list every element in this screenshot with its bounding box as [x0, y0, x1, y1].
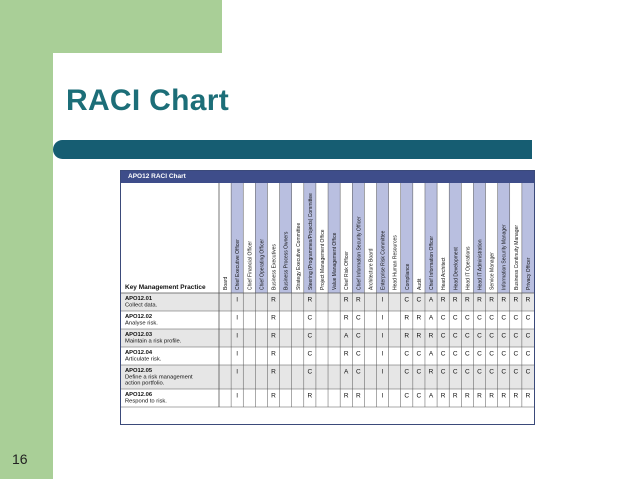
raci-cell-value: R [477, 392, 482, 400]
raci-cell-value: R [307, 296, 313, 304]
raci-cell-value: A [344, 332, 349, 340]
raci-cell-value: C [501, 314, 507, 322]
practice-code: APO12.03 [125, 332, 153, 338]
role-label: Board [223, 276, 230, 290]
raci-cell-value: A [428, 296, 434, 304]
raci-cell-value: C [355, 314, 361, 322]
practice-description: Articulate risk. [125, 356, 162, 363]
raci-cell-value: R [271, 350, 276, 358]
raci-table [120, 170, 535, 425]
raci-cell-value: C [513, 368, 519, 376]
raci-cell-value: I [236, 392, 239, 400]
role-label: Head IT Administration [477, 239, 484, 290]
role-label: Project Management Office [319, 229, 326, 290]
raci-cell-value: C [465, 332, 470, 340]
role-label: Information Security Manager [501, 224, 508, 290]
raci-cell-value: R [416, 332, 422, 340]
raci-grid [121, 171, 534, 424]
raci-cell-value: I [236, 350, 239, 358]
role-label: Head Human Resources [392, 235, 399, 290]
raci-cell-value: A [428, 314, 434, 322]
raci-cell-value: C [452, 350, 458, 358]
role-label: Business Process Owners [283, 231, 290, 290]
raci-cell-value: R [416, 314, 422, 322]
raci-cell-value: C [465, 368, 470, 376]
raci-cell-value: C [525, 368, 531, 376]
raci-cell-value: C [525, 332, 531, 340]
raci-cell-value: R [271, 314, 276, 322]
key-practice-header: Key Management Practice [125, 284, 206, 291]
raci-cell-value: A [344, 368, 349, 376]
role-label: Value Management Office [332, 232, 339, 290]
role-label: Chief Information Security Officer [356, 216, 363, 290]
raci-cell-value: C [416, 392, 422, 400]
raci-cell-value: C [465, 314, 470, 322]
raci-cell-value: R [355, 392, 361, 400]
raci-cell-value: C [489, 314, 494, 322]
raci-cell-value: C [452, 314, 458, 322]
raci-cell-value: C [477, 368, 482, 376]
raci-cell-value: R [465, 296, 470, 304]
raci-cell-value: R [343, 314, 349, 322]
role-label: Chief Financial Officer [247, 240, 254, 290]
practice-row-shade [121, 293, 534, 311]
raci-cell-value: I [381, 314, 384, 322]
role-label: Privacy Officer [525, 257, 532, 290]
raci-cell-value: C [307, 350, 313, 358]
raci-cell-value: C [440, 350, 446, 358]
role-label: Chief Risk Officer [344, 251, 351, 290]
raci-table-title: APO12 RACI Chart [121, 171, 534, 183]
raci-cell-value: C [525, 314, 531, 322]
raci-cell-value: R [525, 392, 531, 400]
role-label: Chief Information Officer [429, 235, 436, 290]
raci-cell-value: R [501, 392, 507, 400]
raci-cell-value: R [477, 296, 482, 304]
practice-description: Define a risk management [125, 374, 193, 381]
raci-cell-value: C [501, 332, 507, 340]
raci-cell-value: I [381, 368, 384, 376]
raci-cell-value: C [307, 332, 313, 340]
raci-cell-value: R [440, 296, 446, 304]
raci-cell-value: C [404, 392, 410, 400]
raci-cell-value: R [343, 296, 349, 304]
role-label: Enterprise Risk Committee [380, 230, 387, 290]
raci-cell-value: I [236, 368, 239, 376]
role-label: Chief Executive Officer [235, 239, 242, 290]
raci-cell-value: C [477, 350, 482, 358]
raci-cell-value: C [416, 368, 422, 376]
raci-cell-value: C [440, 332, 446, 340]
raci-cell-value: R [343, 350, 349, 358]
raci-cell-value: R [525, 296, 531, 304]
raci-cell-value: I [236, 314, 239, 322]
raci-cell-value: I [236, 332, 239, 340]
role-label: Head Architect [441, 257, 448, 290]
raci-cell-value: R [404, 332, 410, 340]
raci-cell-value: C [489, 368, 494, 376]
raci-cell-value: C [416, 350, 422, 358]
role-label: Head Development [453, 247, 460, 290]
practice-description: action portfolio. [125, 380, 165, 387]
raci-cell-value: R [428, 332, 434, 340]
raci-cell-value: R [513, 296, 519, 304]
raci-cell-value: C [489, 350, 494, 358]
raci-cell-value: R [465, 392, 470, 400]
practice-description: Analyse risk. [125, 320, 158, 327]
practice-code: APO12.04 [125, 350, 153, 356]
raci-cell-value: R [355, 296, 361, 304]
raci-cell-value: R [489, 392, 494, 400]
practice-code: APO12.01 [125, 296, 153, 302]
raci-cell-value: C [452, 332, 458, 340]
raci-cell-value: C [525, 350, 531, 358]
raci-cell-value: C [477, 314, 482, 322]
practice-code: APO12.02 [125, 314, 153, 320]
raci-cell-value: R [501, 296, 507, 304]
raci-cell-value: R [271, 368, 276, 376]
practice-description: Collect data. [125, 302, 158, 309]
raci-cell-value: R [307, 392, 313, 400]
raci-cell-value: C [355, 368, 361, 376]
raci-cell-value: R [271, 296, 276, 304]
raci-cell-value: R [343, 392, 349, 400]
practice-description: Maintain a risk profile. [125, 338, 182, 345]
role-label: Service Manager [489, 252, 496, 290]
role-label: Head IT Operations [465, 246, 472, 290]
raci-cell-value: C [404, 296, 410, 304]
raci-cell-value: C [501, 368, 507, 376]
raci-cell-value: C [355, 350, 361, 358]
role-label: Strategy Executive Committee [295, 222, 302, 290]
role-label: Architecture Board [368, 248, 375, 290]
raci-cell-value: C [452, 368, 458, 376]
raci-cell-value: C [440, 368, 446, 376]
raci-cell-value: C [489, 332, 494, 340]
role-label: Audit [416, 278, 423, 290]
role-label: Steering (Programmes/Projects) Committee [307, 193, 314, 290]
raci-cell-value: C [477, 332, 482, 340]
raci-cell-value: R [428, 368, 434, 376]
raci-cell-value: A [428, 350, 434, 358]
raci-cell-value: I [381, 332, 384, 340]
raci-cell-value: C [307, 314, 313, 322]
raci-cell-value: C [513, 332, 519, 340]
role-label: Business Executives [271, 244, 278, 290]
slide-number: 16 [12, 451, 28, 467]
raci-cell-value: R [452, 392, 458, 400]
raci-cell-value: C [404, 368, 410, 376]
raci-cell-value: R [271, 392, 276, 400]
raci-cell-value: I [381, 296, 384, 304]
raci-cell-value: R [271, 332, 276, 340]
role-label: Business Continuity Manager [513, 224, 520, 290]
top-decor-band [0, 0, 222, 53]
raci-cell-value: C [465, 350, 470, 358]
raci-cell-value: R [513, 392, 519, 400]
raci-cell-value: I [381, 350, 384, 358]
role-label: Chief Operating Officer [259, 238, 266, 290]
left-decor-band [0, 0, 53, 479]
title-underline-bar [53, 140, 532, 159]
raci-cell-value: A [428, 392, 434, 400]
raci-cell-value: R [440, 392, 446, 400]
raci-cell-value: I [381, 392, 384, 400]
raci-cell-value: C [501, 350, 507, 358]
raci-cell-value: C [513, 350, 519, 358]
raci-cell-value: C [416, 296, 422, 304]
role-label: Compliance [404, 263, 411, 290]
practice-code: APO12.06 [125, 392, 153, 398]
raci-cell-value: R [452, 296, 458, 304]
raci-cell-value: R [404, 314, 410, 322]
raci-cell-value: C [440, 314, 446, 322]
practice-row-shade [121, 329, 534, 347]
raci-cell-value: I [236, 296, 239, 304]
raci-cell-value: C [404, 350, 410, 358]
practice-code: APO12.05 [125, 368, 153, 374]
practice-description: Respond to risk. [125, 398, 167, 405]
raci-cell-value: C [355, 332, 361, 340]
raci-cell-value: R [489, 296, 494, 304]
slide-title: RACI Chart [66, 84, 230, 117]
raci-cell-value: C [307, 368, 313, 376]
raci-cell-value: C [513, 314, 519, 322]
